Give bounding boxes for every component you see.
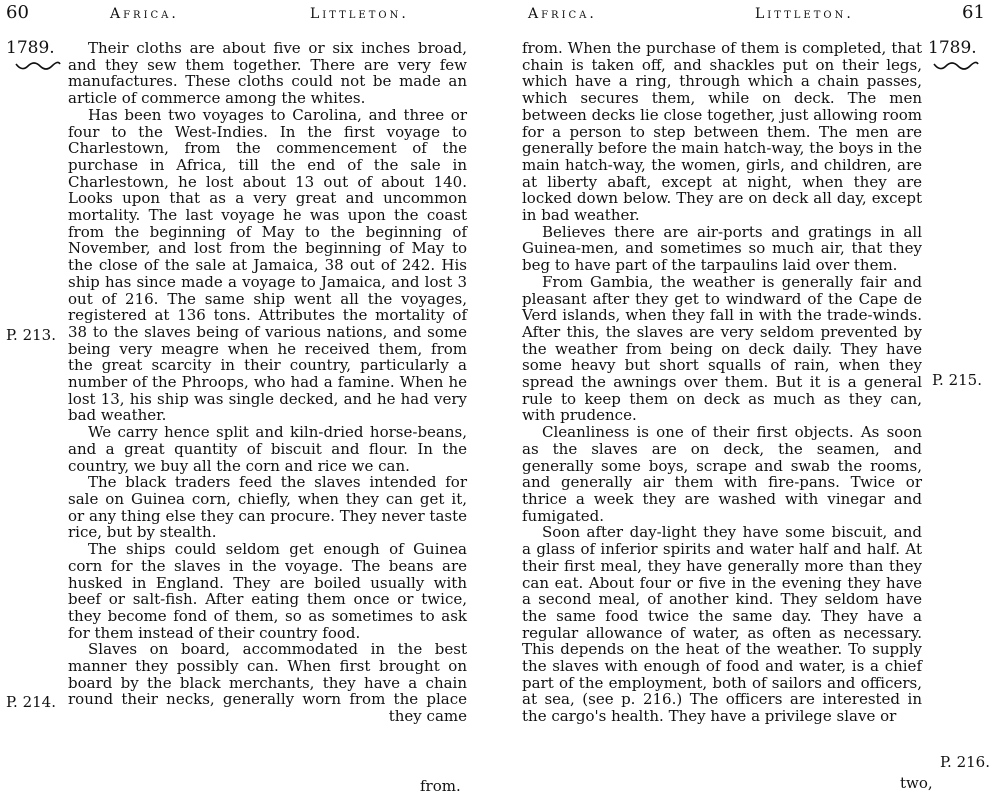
paragraph: Believes there are air-ports and gratings in all Guinea-men, and sometimes so much air, that they beg to have part of the tarpaulins laid over them.: [522, 222, 922, 275]
page-ref-p214: P. 214.: [6, 693, 56, 711]
page-ref-p216: P. 216.: [940, 753, 990, 771]
year-note-right: 1789.: [928, 38, 977, 58]
page-ref-p213: P. 213.: [6, 326, 56, 344]
catchword-right: two,: [900, 774, 933, 792]
right-page: [500, 0, 1000, 800]
running-head-left-africa: Africa.: [110, 6, 179, 22]
paragraph: The ships could seldom get enough of Guinea corn for the slaves in the voyage. The beans are husked in England. They are boiled usually with beef or salt-fish. After eating them once or twice, they become fond of them, so as sometimes to ask for them instead of their country food.: [68, 540, 467, 642]
paragraph: We carry hence split and kiln-dried horse-beans, and a great quantity of biscuit and flour. In the country, we buy all the corn and rice we can.: [68, 423, 467, 475]
year-note-left: 1789.: [6, 38, 55, 58]
wavy-rule-icon: [14, 60, 62, 72]
catchword-left: from.: [420, 777, 461, 795]
running-head-right-littleton: Littleton.: [755, 6, 854, 22]
wavy-rule-icon: [932, 60, 980, 72]
running-head-right-africa: Africa.: [528, 6, 597, 22]
paragraph: Their cloths are about five or six inches broad, and they sew them together. There are very few manufactures. These cloths could not be made an article of commerce among the whites.: [68, 39, 467, 108]
page-ref-p215: P. 215.: [932, 371, 982, 389]
left-page-body: [68, 40, 467, 725]
paragraph: Slaves on board, accommodated in the best manner they possibly can. When first brought on board by the black merchants, they have a chain round their necks, generally worn from the place they came: [68, 640, 467, 726]
paragraph: Soon after day-light they have some biscuit, and a glass of inferior spirits and water half and half. At their first meal, they have generally more than they can eat. About four or five in the evening they have a second meal, of another kind. They seldom have the same food twice the same day. They have a regular allowance of water, as often as necessary. This depends on the heat of the weather. To supply the slaves with enough of food and water, is a chief part of the employment, both of sailors and officers, at sea, (see p. 216.) The officers are interested in the cargo's health. They have a privilege slave or: [522, 523, 922, 726]
running-head-left-littleton: Littleton.: [310, 6, 409, 22]
paragraph: From Gambia, the weather is generally fair and pleasant after they get to windward of the Cape de Verd islands, when they fall in with the trade-winds. After this, the slaves are very seldom prevented by the weather from being on deck daily. They have some heavy but short squalls of rain, when they spread the awnings over them. But it is a general rule to keep them on deck as much as they can, with prudence.: [522, 272, 922, 425]
paragraph: The black traders feed the slaves intended for sale on Guinea corn, chiefly, when they can get it, or any thing else they can procure. They never taste rice, but by stealth.: [68, 473, 467, 542]
paragraph: from. When the purchase of them is completed, that chain is taken off, and shackles put on their legs, which have a ring, through which a chain passes, which secures them, while on deck. The men between decks lie close together, just allowing room for a person to step between them. The men are generally before the main hatch-way, the boys in the main hatch-way, the women, girls, and children, are at liberty abaft, except at night, when they are locked down below. They are on deck all day, except in bad weather.: [522, 39, 922, 225]
page-number-right: 61: [962, 2, 985, 23]
page-number-left: 60: [6, 2, 29, 23]
paragraph: Has been two voyages to Carolina, and three or four to the West-Indies. In the first voyage to Charlestown, from the commencement of the purchase in Africa, till the end of the sale in Charlestown, he lost about 13 out of about 140. Looks upon that as a very great and uncommon mortality. The last voyage he was upon the coast from the beginning of May to the beginning of November, and lost from the beginning of May to the close of the sale at Jamaica, 38 out of 242. His ship has since made a voyage to Jamaica, and lost 3 out of 216. The same ship went all the voyages, registered at 136 tons. Attributes the mortality of 38 to the slaves being of various nations, and some being very meagre when he received them, from the great scarcity in their country, particularly a number of the Phroops, who had a famine. When he lost 13, his ship was single decked, and he had very bad weather.: [68, 105, 467, 425]
right-page-body: [522, 40, 922, 725]
paragraph: Cleanliness is one of their first objects. As soon as the slaves are on deck, the seamen, and generally some boys, scrape and swab the rooms, and generally air them with fire-pans. Twice or thrice a week they are washed with vinegar and fumigated.: [522, 423, 922, 525]
